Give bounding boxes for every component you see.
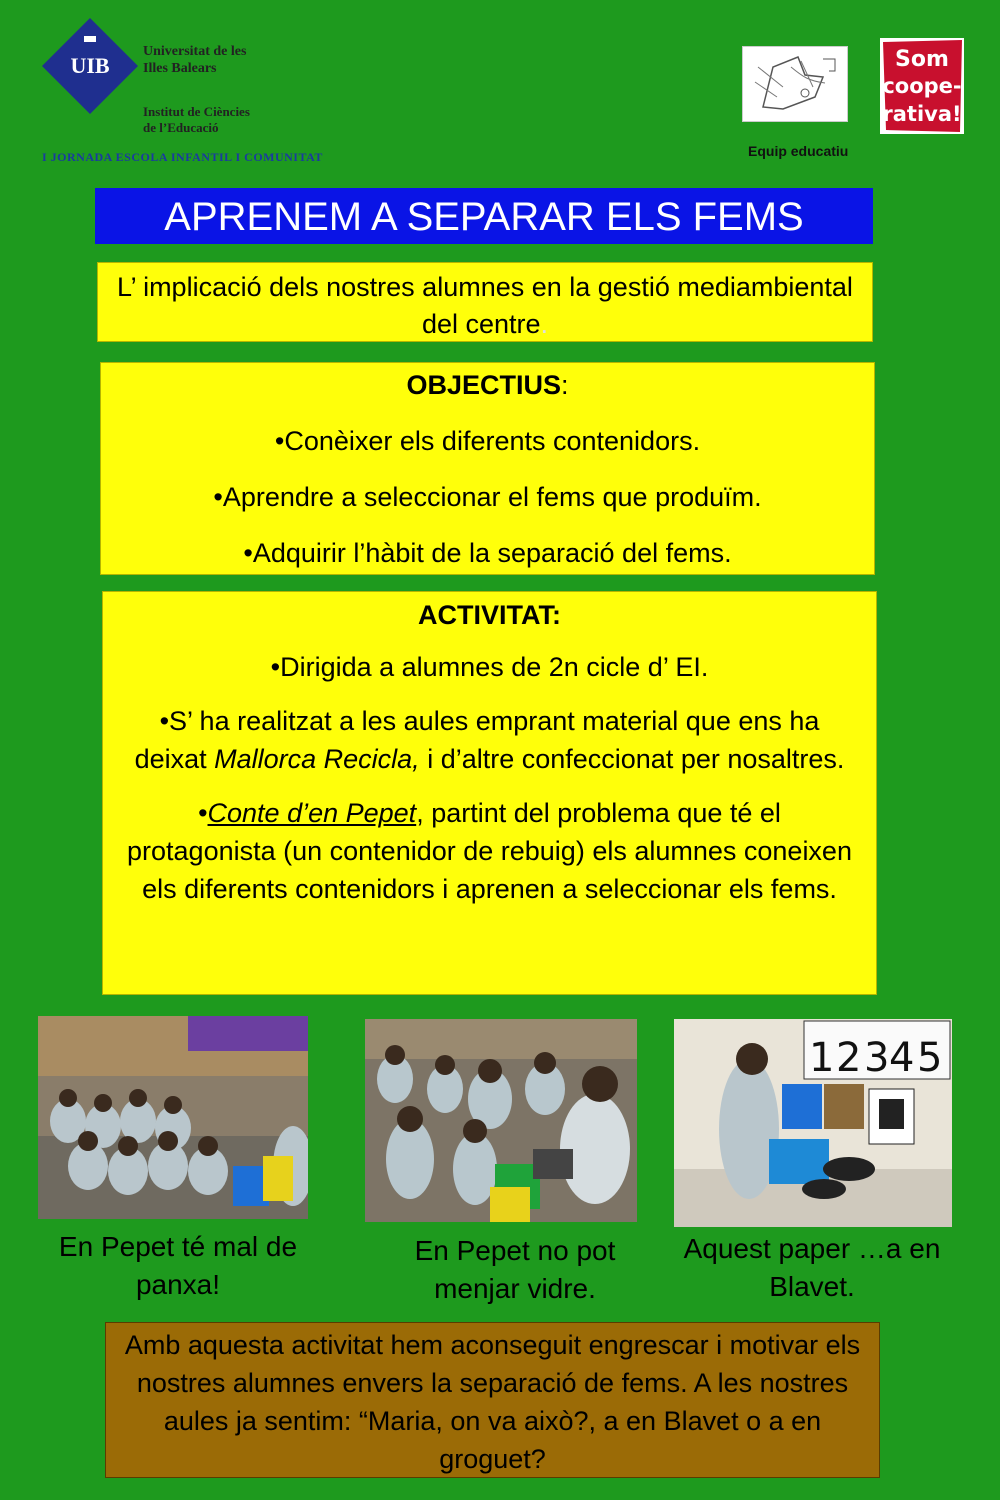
activity-item-3-bullet: •: [198, 798, 208, 828]
activity-item-2-text-a: •S’ ha realitzat a les aules emprant material que ens ha deixat: [134, 706, 820, 774]
activity-item-3: [121, 794, 858, 908]
university-name: [143, 43, 246, 77]
activity-box: [102, 591, 877, 995]
institute-line-2: de l’Educació: [143, 120, 219, 135]
photo-caption: En Pepet té mal de panxa!: [58, 1231, 298, 1300]
story-title-link[interactable]: Conte d’en Pepet: [207, 798, 417, 828]
objective-item: •Adquirir l’hàbit de la separació del fems.: [243, 538, 732, 568]
subtitle-dot: .: [540, 309, 549, 339]
coop-logo-line-1: Som: [895, 47, 949, 72]
classroom-photo-3: [674, 1019, 952, 1227]
wall-number: 5: [917, 1035, 943, 1081]
wall-number: 3: [864, 1035, 890, 1081]
university-line-2: Illes Balears: [143, 61, 217, 76]
photo-caption: Aquest paper …a en Blavet.: [683, 1233, 941, 1302]
classroom-photo-2: [365, 1019, 637, 1222]
objectives-heading-row: [101, 367, 874, 403]
activity-item-2: [121, 702, 858, 778]
wall-number: 1: [809, 1035, 835, 1081]
uib-logo: [40, 16, 140, 116]
conclusion-box: [105, 1322, 880, 1478]
objectives-box: [100, 362, 875, 575]
activity-heading: ACTIVITAT:: [418, 600, 561, 630]
objective-item: •Conèixer els diferents contenidors.: [274, 426, 701, 456]
subtitle: L’ implicació dels nostres alumnes en la gestió mediambiental del centre: [117, 272, 853, 339]
objectives-colon: :: [561, 370, 569, 400]
classroom-photo-1: [38, 1016, 308, 1219]
wall-number: 2: [836, 1035, 862, 1081]
conclusion-text: Amb aquesta activitat hem aconseguit engrescar i motivar els nostres alumnes envers la separació de fems. A les nostres aules ja sentim: “Maria, on va això?, a en Blavet o a en groguet?: [124, 1330, 861, 1474]
cooperative-logo: [880, 38, 964, 134]
coop-logo-line-2: coope-: [882, 74, 962, 98]
activity-item-3-text: , partint del problema que té el protagonista (un contenidor de rebuig) els alumnes coneixen els diferents contenidors i aprenen a seleccionar els fems.: [127, 798, 852, 904]
activity-item-1: •Dirigida a alumnes de 2n cicle d’ EI.: [270, 652, 709, 682]
team-caption: Equip educatiu: [748, 143, 849, 159]
team-logo: [742, 46, 848, 122]
activity-item-2-text-b: i d’altre confeccionat per nosaltres.: [419, 744, 845, 774]
page-title: APRENEM A SEPARAR ELS FEMS: [95, 188, 873, 244]
coop-logo-line-3: rativa!: [882, 102, 962, 126]
subtitle-box: [97, 262, 873, 342]
wall-number: 4: [889, 1035, 915, 1081]
photo-caption: En Pepet no pot menjar vidre.: [414, 1235, 616, 1304]
jornada-title: I JORNADA ESCOLA INFANTIL I COMUNITAT: [42, 150, 323, 164]
institute-line-1: Institut de Ciències: [143, 104, 250, 119]
uib-logo-text: UIB: [70, 53, 110, 78]
university-line-1: Universitat de les: [143, 44, 247, 59]
objectives-heading: OBJECTIUS: [406, 370, 561, 400]
institute-name: [143, 104, 250, 136]
objective-item: •Aprendre a seleccionar el fems que produïm.: [213, 482, 762, 512]
activity-item-2-italic: Mallorca Recicla,: [214, 744, 420, 774]
